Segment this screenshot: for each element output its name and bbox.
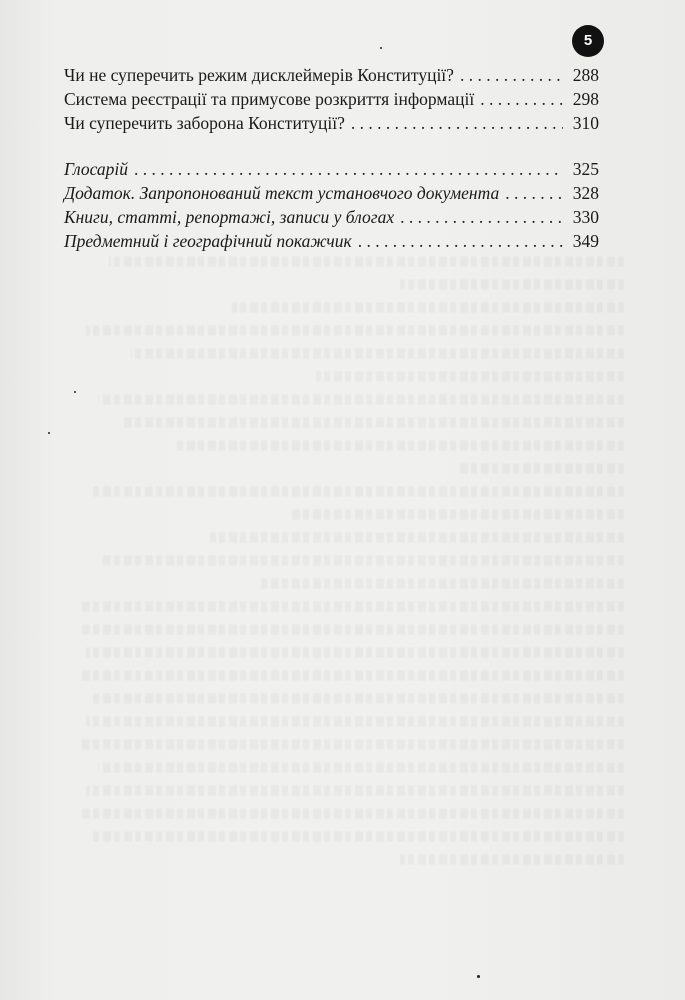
- toc-entry-page: 330: [572, 207, 599, 227]
- dust-speck: [380, 47, 382, 49]
- toc-entry: [64, 157, 599, 181]
- dust-speck: [48, 432, 50, 434]
- toc-entry-title: Чи суперечить заборона Конституції?: [64, 113, 345, 133]
- toc-entry: [64, 63, 599, 87]
- toc-dot-leader: [505, 181, 563, 205]
- page-number-badge: 5: [572, 25, 604, 57]
- toc-entry-page: 288: [572, 65, 599, 85]
- toc-dot-leader: [400, 205, 563, 229]
- toc-group-spacer: [64, 135, 599, 153]
- toc-dot-leader: [134, 157, 563, 181]
- toc-dot-leader: [480, 87, 563, 111]
- toc-entry: [64, 229, 599, 253]
- toc-entry-page: 310: [572, 113, 599, 133]
- toc-entry-page: 349: [572, 231, 599, 251]
- toc-entry: [64, 87, 599, 111]
- bleed-through-text: [64, 250, 624, 871]
- toc-entry-page: 325: [572, 159, 599, 179]
- toc-dot-leader: [460, 63, 563, 87]
- toc-entry: [64, 205, 599, 229]
- dust-speck: [74, 391, 76, 393]
- toc-entry-title: Книги, статті, репортажі, записи у блогах: [64, 207, 395, 227]
- toc-entry-title: Система реєстрації та примусове розкриття інформації: [64, 89, 475, 109]
- toc-entry-title: Додаток. Запропонований текст установчого документа: [64, 183, 500, 203]
- toc-entry: [64, 181, 599, 205]
- toc-entry: [64, 111, 599, 135]
- toc-entry-title: Чи не суперечить режим дисклеймерів Конституції?: [64, 65, 454, 85]
- toc-dot-leader: [351, 111, 563, 135]
- dust-speck: [477, 975, 480, 978]
- toc-entry-title: Предметний і географічний покажчик: [64, 231, 352, 251]
- table-of-contents: [64, 63, 599, 253]
- toc-entry-page: 298: [572, 89, 599, 109]
- toc-entry-page: 328: [572, 183, 599, 203]
- toc-dot-leader: [358, 229, 563, 253]
- toc-entry-title: Глосарій: [64, 159, 129, 179]
